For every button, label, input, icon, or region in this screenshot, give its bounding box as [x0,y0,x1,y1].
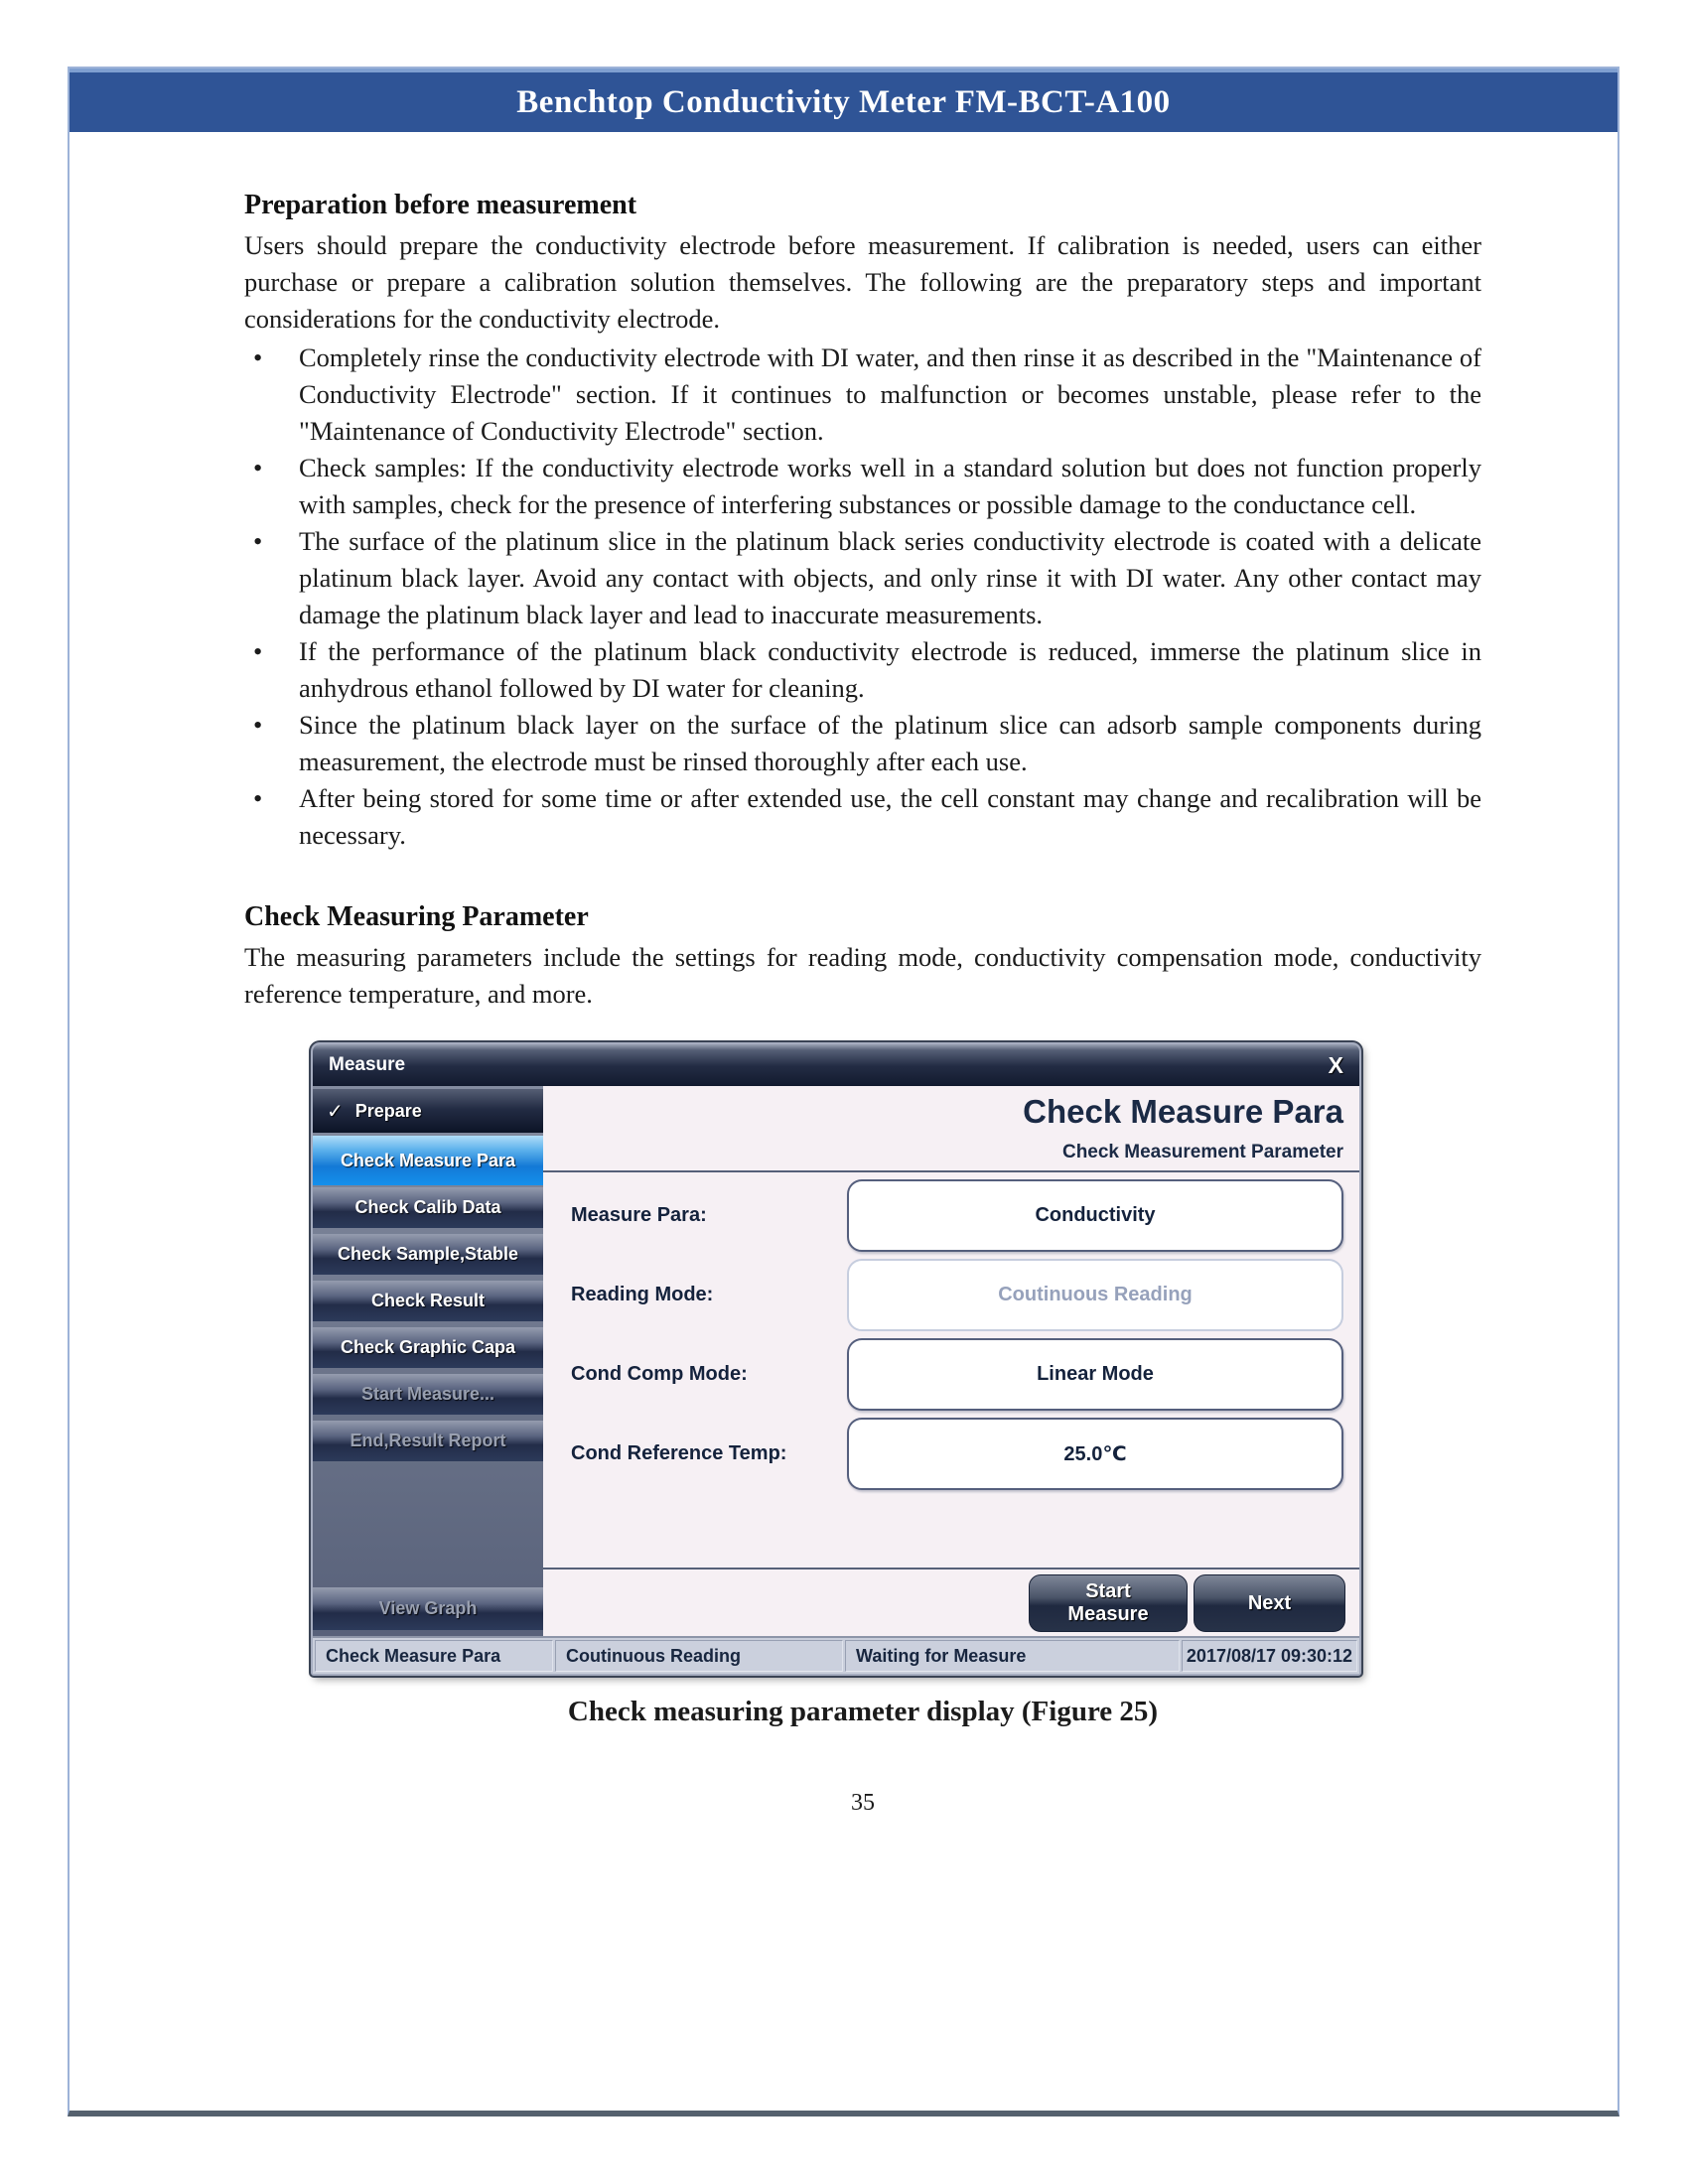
status-current-step: Check Measure Para [315,1640,553,1672]
sidebar-item-check-sample-stable[interactable] [313,1234,543,1275]
sidebar-item-label: View Graph [378,1598,478,1618]
bullet-item: • Since the platinum black layer on the surface of the platinum slice can adsorb sample components during measurement, the electrode must be rinsed thoroughly after each use. [299,707,1481,780]
dialog-sidebar [313,1086,543,1636]
sidebar-item-label: Check Sample,Stable [337,1244,519,1264]
bullet-item: • Check samples: If the conductivity electrode works well in a standard solution but does not function properly with samples, check for the presence of interfering substances or possible damage to the conductance cell. [299,450,1481,523]
bullet-item: • After being stored for some time or after extended use, the cell constant may change and recalibration will be necessary. [299,780,1481,854]
dialog-status-bar [313,1636,1359,1674]
start-measure-button[interactable]: Start Measure [1029,1574,1188,1632]
preparation-intro-paragraph: Users should prepare the conductivity electrode before measurement. If calibration is needed, users can either purchase or prepare a calibration solution themselves. The following are the preparatory steps and important considerations for the conductivity electrode. [244,230,1481,334]
document-header-bar [70,68,1618,132]
dialog-title: Measure [329,1054,406,1075]
figure-screenshot [311,1042,1361,1676]
check-icon: ✓ [327,1100,344,1123]
figure-caption: Check measuring parameter display (Figure 25) [567,1696,1159,1727]
sidebar-item-check-measure-para[interactable] [313,1136,543,1185]
dialog-title-bar [313,1044,1359,1086]
sidebar-item-label: Prepare [354,1100,422,1121]
status-measure-state: Waiting for Measure [845,1640,1180,1672]
cond-reference-temp-value-box[interactable]: 25.0℃ [847,1418,1343,1490]
panel-divider [543,1170,1359,1172]
field-row-cond-reference-temp [559,1418,1343,1490]
sidebar-item-end-result-report[interactable] [313,1421,543,1461]
document-title: Benchtop Conductivity Meter FM-BCT-A100 [516,83,1171,120]
dialog-body [313,1086,1359,1636]
panel-subtitle: Check Measurement Parameter [1061,1142,1343,1162]
next-button[interactable]: Next [1194,1574,1345,1632]
dialog-main-panel [543,1086,1359,1636]
reading-mode-value-box: Coutinuous Reading [847,1259,1343,1331]
bullet-item: • If the performance of the platinum black conductivity electrode is reduced, immerse the platinum slice in anhydrous ethanol followed by DI water for cleaning. [299,633,1481,707]
panel-title: Check Measure Para [1023,1093,1343,1130]
status-datetime: 2017/08/17 09:30:12 [1182,1640,1357,1672]
button-row [1029,1574,1345,1632]
sidebar-item-check-result[interactable] [313,1281,543,1321]
sidebar-item-label: Check Graphic Capa [340,1337,516,1357]
measure-para-value-box[interactable]: Conductivity [847,1179,1343,1252]
bullet-item: • Completely rinse the conductivity electrode with DI water, and then rinse it as described in the "Maintenance of Conductivity Electrode" section. If it continues to malfunction or becomes unstable, please refer to the "Maintenance of Conductivity Electrode" section. [299,340,1481,450]
page-content [70,132,1618,1817]
cond-reference-temp-label: Cond Reference Temp: [571,1442,787,1464]
sidebar-item-label: Check Calib Data [354,1197,501,1217]
page-number: 35 [851,1790,875,1816]
section-heading-preparation: Preparation before measurement [244,190,637,220]
section-heading-check-parameter: Check Measuring Parameter [244,901,589,932]
cond-comp-mode-value-box[interactable]: Linear Mode [847,1338,1343,1411]
sidebar-item-label: Start Measure... [360,1384,495,1404]
sidebar-item-label: Check Result [370,1291,486,1310]
field-row-cond-comp-mode [559,1338,1343,1411]
button-row-divider [543,1568,1359,1570]
bullet-item: • The surface of the platinum slice in the platinum black series conductivity electrode is coated with a delicate platinum black layer. Avoid any contact with objects, and only rinse it with DI water. Any other contact may damage the platinum black layer and lead to inaccurate measurements. [299,523,1481,633]
page-frame [68,67,1619,2116]
sidebar-item-label: End,Result Report [350,1431,506,1450]
field-row-reading-mode [559,1259,1343,1331]
measure-para-label: Measure Para: [571,1204,707,1226]
sidebar-item-label: Check Measure Para [340,1150,516,1170]
sidebar-item-start-measure[interactable] [313,1374,543,1415]
sidebar-item-check-calib-data[interactable] [313,1187,543,1228]
sidebar-item-check-graphic-capa[interactable] [313,1327,543,1368]
preparation-bullet-list [244,340,1481,854]
sidebar-item-view-graph[interactable] [313,1587,543,1630]
cond-comp-mode-label: Cond Comp Mode: [571,1363,748,1385]
measure-dialog-window [311,1042,1361,1676]
close-icon[interactable]: X [1328,1051,1343,1078]
check-parameter-intro-paragraph: The measuring parameters include the settings for reading mode, conductivity compensation mode, conductivity reference temperature, and more. [244,942,1481,1009]
field-row-measure-para [559,1179,1343,1252]
status-reading-mode: Coutinuous Reading [555,1640,843,1672]
sidebar-item-prepare[interactable] [313,1089,543,1133]
reading-mode-label: Reading Mode: [571,1284,714,1305]
